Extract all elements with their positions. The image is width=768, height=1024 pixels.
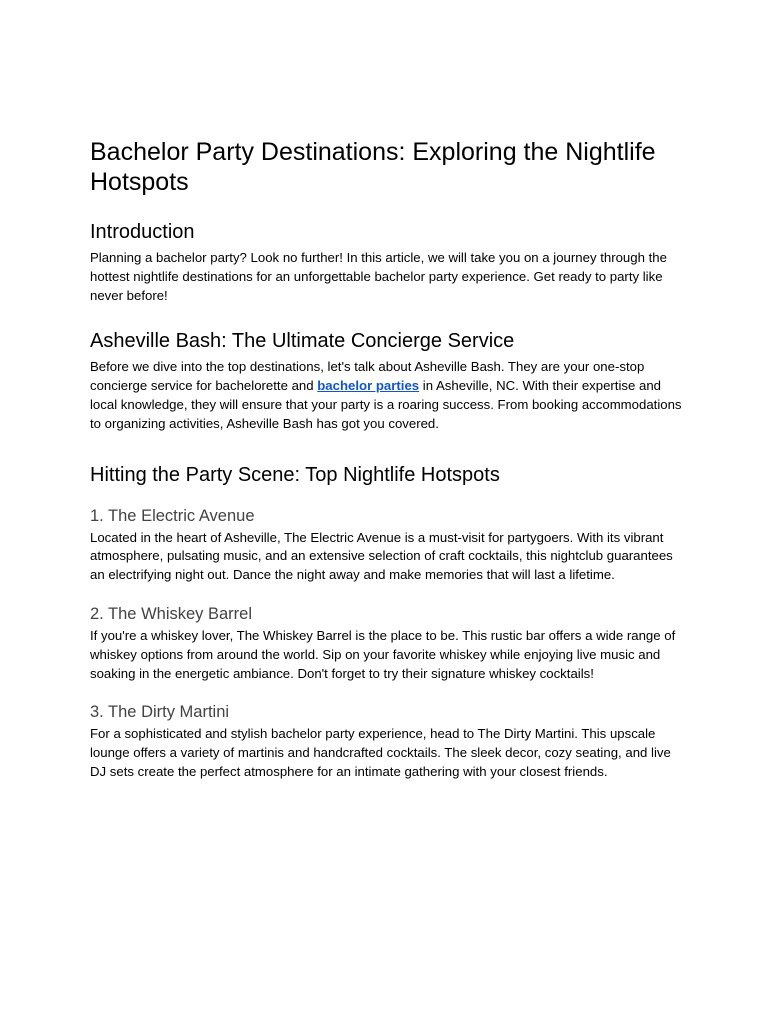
asheville-text-before-link: Before we dive into the top destinations, let's talk about Asheville Bash. They are your one-stop concierge service for bachelorette and xyxy=(90,359,645,394)
hotspots-heading: Hitting the Party Scene: Top Nightlife Hotspots xyxy=(90,463,500,486)
hotspot-3-paragraph: For a sophisticated and stylish bachelor party experience, head to The Dirty Martini. This upscale lounge offers a variety of martinis and handcrafted cocktails. The sleek decor, cozy seating, and live DJ sets create the perfect atmosphere for an intimate gathering with your closest friends. xyxy=(90,726,671,779)
asheville-paragraph xyxy=(90,358,682,433)
hotspot-3-heading: 3. The Dirty Martini xyxy=(90,703,230,722)
intro-paragraph: Planning a bachelor party? Look no further! In this article, we will take you on a journey through the hottest nightlife destinations for an unforgettable bachelor party experience. Get ready to party like never before! xyxy=(90,250,667,303)
hotspot-1-paragraph: Located in the heart of Asheville, The Electric Avenue is a must-visit for partygoers. With its vibrant atmosphere, pulsating music, and an extensive selection of craft cocktails, this nightclub guarantees an electrifying night out. Dance the night away and make memories that will last a lifetime. xyxy=(90,529,673,583)
hotspot-1-heading: 1. The Electric Avenue xyxy=(90,506,255,525)
asheville-text-after-link: in Asheville, NC. With their expertise and local knowledge, they will ensure that your party is a roaring success. From booking accommodations to organizing activities, Asheville Bash has got you covered. xyxy=(90,378,682,431)
hotspot-2-paragraph: If you're a whiskey lover, The Whiskey Barrel is the place to be. This rustic bar offers a wide range of whiskey options from around the world. Sip on your favorite whiskey while enjoying live music and soaking in the energetic ambiance. Don't forget to try their signature whiskey cocktails! xyxy=(90,627,676,681)
document-title: Bachelor Party Destinations: Exploring the Nightlife Hotspots xyxy=(90,138,656,196)
hotspot-2-heading: 2. The Whiskey Barrel xyxy=(90,604,253,623)
bachelor-parties-link[interactable]: bachelor parties xyxy=(317,378,420,394)
asheville-heading: Asheville Bash: The Ultimate Concierge Service xyxy=(90,330,515,353)
intro-heading: Introduction xyxy=(90,221,195,243)
